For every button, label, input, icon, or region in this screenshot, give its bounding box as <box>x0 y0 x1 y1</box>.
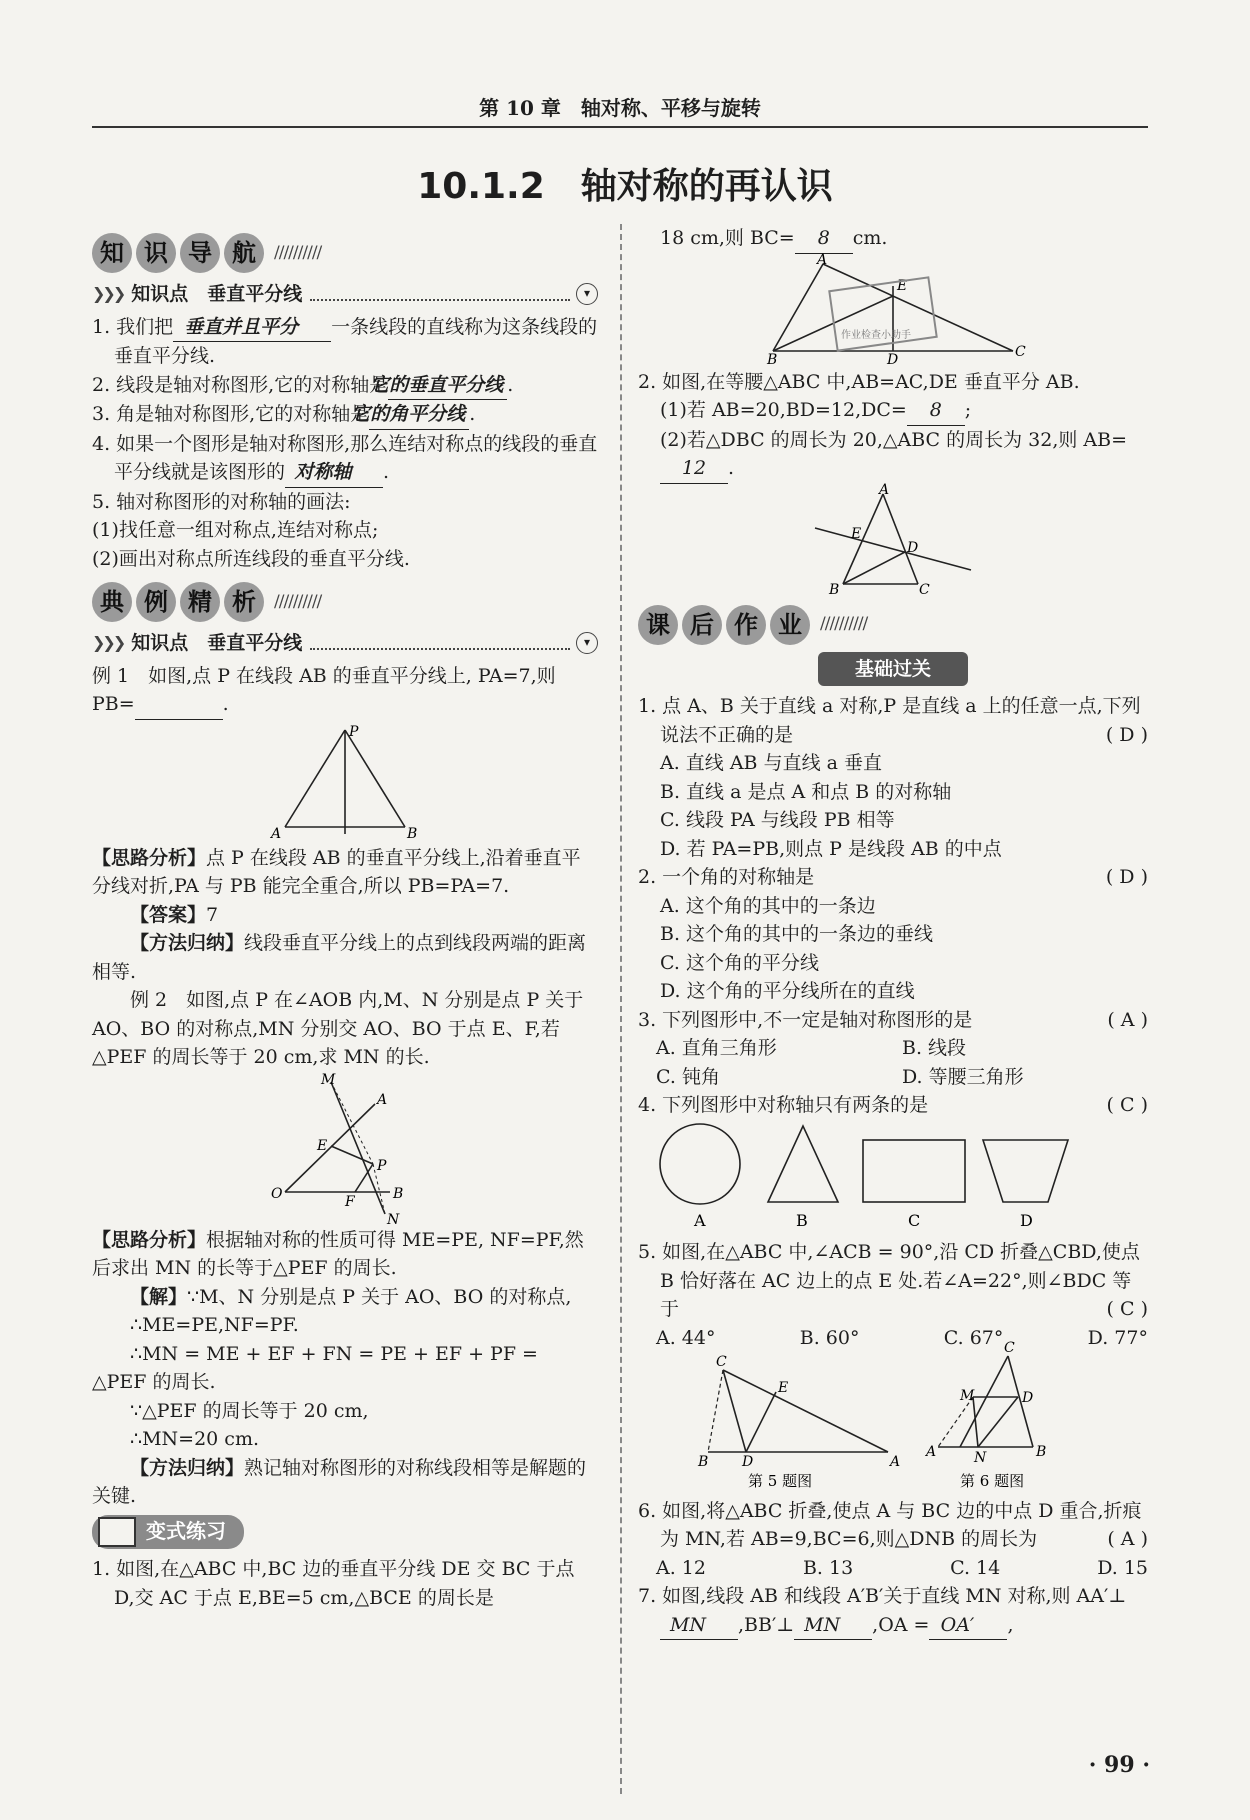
item-2: 2. 线段是轴对称图形,它的对称轴是它的垂直平分线 . <box>92 371 598 401</box>
svg-text:B: B <box>393 1185 404 1202</box>
question-3: 3. 下列图形中,不一定是轴对称图形的是 ( A ) <box>638 1008 1148 1031</box>
section-char: 识 <box>136 233 176 273</box>
figure-q5-q6 <box>638 1340 1148 1490</box>
svg-text:P: P <box>349 723 359 740</box>
ex2-method: 【方法归纳】熟记轴对称图形的对称线段相等是解题的关键. <box>92 1456 587 1507</box>
header-rule <box>92 126 1148 128</box>
dotted-leader <box>310 287 570 301</box>
ex1-method: 【方法归纳】线段垂直平分线上的点到线段两端的距离相等. <box>92 932 587 983</box>
page-title: 10.1.2 轴对称的再认识 <box>417 166 833 207</box>
figure-q4-shapes <box>638 1120 1148 1230</box>
svg-text:C: C <box>1004 1340 1015 1356</box>
svg-text:D: D <box>1022 1390 1034 1406</box>
svg-text:M: M <box>321 1071 336 1088</box>
q1-option-c: C. 线段 PA 与线段 PB 相等 <box>660 809 895 831</box>
decor-slashes: ////////// <box>274 591 322 612</box>
q5-option-a: A. 44° <box>656 1326 716 1349</box>
svg-text:C: C <box>716 1354 727 1370</box>
variant-2b: (2)若△DBC 的周长为 20,△ABC 的周长为 32,则 AB=12 . <box>638 426 1148 484</box>
ex1-analysis: 【思路分析】点 P 在线段 AB 的垂直平分线上,沿着垂直平分线对折,PA 与 PB 能完全重合,所以 PB=PA=7. <box>92 846 581 897</box>
variant-label: 变式练习 <box>146 1519 226 1544</box>
ex2-solution-3: ∴MN = ME + EF + FN = PE + EF + PF = △PEF 的周长. <box>92 1342 538 1393</box>
example-1: 例 1 如图,点 P 在线段 AB 的垂直平分线上, PA=7,则 PB= . <box>92 662 598 720</box>
svg-text:N: N <box>387 1211 400 1228</box>
svg-text:M: M <box>960 1388 975 1404</box>
svg-text:C: C <box>919 581 930 598</box>
ex1-answer: 【答案】7 <box>130 903 219 926</box>
right-column <box>638 224 1148 1640</box>
arrows-icon: ❯❯❯ <box>92 633 124 652</box>
section-char: 典 <box>92 582 132 622</box>
ex2-analysis: 【思路分析】根据轴对称的性质可得 ME=PE, NF=PF,然后求出 MN 的长等于△PEF 的周长. <box>92 1228 584 1279</box>
question-2: 2. 一个角的对称轴是 ( D ) <box>638 866 1148 888</box>
question-4: 4. 下列图形中对称轴只有两条的是 ( C ) <box>638 1094 1148 1116</box>
shape-label: C <box>908 1210 921 1230</box>
section-char: 作 <box>726 605 766 645</box>
svg-text:B: B <box>407 825 418 842</box>
section-kehou-zuoye <box>638 602 1148 648</box>
svg-text:O: O <box>271 1185 283 1202</box>
answer-blank: 8 <box>907 396 965 426</box>
q5-options <box>638 1324 1148 1353</box>
svg-text:B: B <box>698 1454 709 1470</box>
svg-text:C: C <box>1015 343 1026 360</box>
q6-options <box>638 1554 1148 1583</box>
example-2: 例 2 如图,点 P 在∠AOB 内,M、N 分别是点 P 关于 AO、BO 的对称点,MN 分别交 AO、BO 于点 E、F,若△PEF 的周长等于 20 cm,求 MN 的长. <box>92 989 584 1068</box>
section-char: 课 <box>638 605 678 645</box>
item-1: 1. 我们把 垂直并且平分 一条线段的直线称为这条线段的垂直平分线. <box>92 313 598 371</box>
question-6: 6. 如图,将△ABC 折叠,使点 A 与 BC 边的中点 D 重合,折痕为 MN,若 AB=9,BC=6,则△DNB 的周长为 ( A ) <box>638 1499 1148 1550</box>
q3-option-c: C. 钝角 <box>656 1065 720 1088</box>
q6-option-c: C. 14 <box>950 1556 1001 1579</box>
chevron-down-icon: ▾ <box>576 283 598 305</box>
svg-text:A: A <box>377 1091 388 1108</box>
q3-options <box>638 1034 1148 1091</box>
variant-1-cont: 18 cm,则 BC= 8 cm. <box>638 224 1148 254</box>
stamp-watermark <box>829 277 936 350</box>
q5-option-d: D. 77° <box>1087 1326 1148 1349</box>
page-number: · 99 · <box>1088 1752 1150 1778</box>
kp-label: 知识点 垂直平分线 <box>131 283 303 305</box>
variant-practice-banner <box>92 1515 244 1549</box>
svg-text:A: A <box>271 825 282 842</box>
svg-text:E: E <box>851 525 862 542</box>
svg-text:B: B <box>1036 1444 1047 1460</box>
q6-option-a: A. 12 <box>656 1556 706 1579</box>
knowledge-point-heading <box>92 629 598 658</box>
q2-option-c: C. 这个角的平分线 <box>660 951 819 974</box>
q5-option-c: C. 67° <box>943 1326 1004 1349</box>
answer-blank <box>135 690 223 720</box>
svg-text:B: B <box>829 581 840 598</box>
q6-option-b: B. 13 <box>802 1556 854 1579</box>
arrows-icon: ❯❯❯ <box>92 284 124 303</box>
variant-2: 2. 如图,在等腰△ABC 中,AB=AC,DE 垂直平分 AB. <box>638 370 1080 393</box>
answer-blank: 它的角平分线 <box>369 400 469 430</box>
figure-variant-1 <box>763 251 1026 368</box>
answer-blank: 它的垂直平分线 <box>388 371 507 401</box>
variant-2a: (1)若 AB=20,BD=12,DC= 8 ; <box>638 396 1148 426</box>
svg-text:A: A <box>890 1454 901 1470</box>
ex2-solution-2: ∴ME=PE,NF=PF. <box>130 1314 299 1336</box>
answer-blank: 12 <box>660 454 728 484</box>
figure-q6 <box>924 1340 1046 1490</box>
svg-text:D: D <box>742 1454 754 1470</box>
section-char: 导 <box>180 233 220 273</box>
svg-text:A: A <box>879 481 890 498</box>
answer-blank: OA′ <box>929 1611 1007 1641</box>
answer-blank: MN <box>794 1611 872 1641</box>
svg-text:N: N <box>974 1450 987 1466</box>
answer-blank: 垂直并且平分 <box>173 313 331 343</box>
svg-text:E: E <box>897 277 908 294</box>
decor-slashes: ////////// <box>820 614 868 635</box>
chapter-header: 第 10 章 轴对称、平移与旋转 <box>479 96 761 120</box>
svg-text:A: A <box>817 251 828 268</box>
item-5a: (1)找任意一组对称点,连结对称点; <box>92 519 379 541</box>
svg-text:F: F <box>345 1193 355 1210</box>
svg-text:A: A <box>926 1444 937 1460</box>
answer-blank: MN <box>660 1611 738 1641</box>
figure-example-2 <box>265 1071 425 1228</box>
figure-caption: 第 5 题图 <box>748 1472 813 1490</box>
kp-label: 知识点 垂直平分线 <box>131 632 303 654</box>
section-dianli-jingxi <box>92 579 598 625</box>
svg-text:P: P <box>377 1157 387 1174</box>
q1-option-a: A. 直线 AB 与直线 a 垂直 <box>660 752 882 774</box>
ex2-solution-4: ∵△PEF 的周长等于 20 cm, <box>130 1399 369 1422</box>
ex2-solution-1: 【解】∵M、N 分别是点 P 关于 AO、BO 的对称点, <box>130 1285 572 1308</box>
q5-option-b: B. 60° <box>799 1326 860 1349</box>
shape-label: A <box>694 1210 706 1230</box>
svg-text:E: E <box>778 1380 789 1396</box>
book-pencil-icon <box>98 1517 136 1547</box>
q2-option-d: D. 这个角的平分线所在的直线 <box>660 980 915 1002</box>
q3-option-d: D. 等腰三角形 <box>902 1065 1024 1088</box>
figure-caption: 第 6 题图 <box>960 1472 1025 1490</box>
q2-option-a: A. 这个角的其中的一条边 <box>660 894 876 917</box>
circle-shape <box>660 1124 740 1204</box>
question-5: 5. 如图,在△ABC 中,∠ACB = 90°,沿 CD 折叠△CBD,使点 B 恰好落在 AC 边上的点 E 处.若∠A=22°,则∠BDC 等于 ( C ) <box>638 1241 1148 1320</box>
section-char: 业 <box>770 605 810 645</box>
q1-option-b: B. 直线 a 是点 A 和点 B 的对称轴 <box>660 780 952 803</box>
figure-variant-2 <box>813 481 973 598</box>
svg-text:E: E <box>317 1137 328 1154</box>
question-7: 7. 如图,线段 AB 和线段 A′B′关于直线 MN 对称,则 AA′⊥MN ,BB′⊥ MN ,OA = OA′ , <box>638 1582 1148 1640</box>
q2-option-b: B. 这个角的其中的一条边的垂线 <box>660 923 934 945</box>
svg-text:D: D <box>907 539 919 556</box>
section-char: 例 <box>136 582 176 622</box>
section-char: 精 <box>180 582 220 622</box>
variant-1: 1. 如图,在△ABC 中,BC 边的垂直平分线 DE 交 BC 于点 D,交 AC 于点 E,BE=5 cm,△BCE 的周长是 <box>92 1558 575 1609</box>
rectangle-shape <box>863 1140 965 1202</box>
section-char: 航 <box>224 233 264 273</box>
question-1: 1. 点 A、B 关于直线 a 对称,P 是直线 a 上的任意一点,下列说法不正确的是 ( D ) <box>638 695 1148 746</box>
figure-example-1 <box>265 722 425 842</box>
knowledge-point-heading <box>92 280 598 309</box>
figure-q5 <box>697 1354 900 1490</box>
section-char: 析 <box>224 582 264 622</box>
section-char: 后 <box>682 605 722 645</box>
decor-slashes: ////////// <box>274 242 322 263</box>
q6-option-d: D. 15 <box>1097 1556 1148 1579</box>
left-column <box>92 224 598 1612</box>
q1-option-d: D. 若 PA=PB,则点 P 是线段 AB 的中点 <box>660 837 1002 860</box>
item-5: 5. 轴对称图形的对称轴的画法: <box>92 490 351 513</box>
column-divider <box>620 224 622 1794</box>
shape-label: D <box>1020 1210 1033 1230</box>
stamp-text: 作业检查小助手 <box>841 329 911 341</box>
q3-option-b: B. 线段 <box>902 1037 967 1059</box>
section-char: 知 <box>92 233 132 273</box>
q3-option-a: A. 直角三角形 <box>656 1037 777 1059</box>
item-5b: (2)画出对称点所连线段的垂直平分线. <box>92 547 410 570</box>
basic-level-banner: 基础过关 <box>818 652 968 687</box>
svg-text:D: D <box>887 351 899 368</box>
shape-label: B <box>796 1210 808 1230</box>
trapezoid-shape <box>983 1140 1068 1202</box>
item-4: 4. 如果一个图形是轴对称图形,那么连结对称点的线段的垂直平分线就是该图形的 对称轴 . <box>92 430 598 488</box>
answer-blank: 8 <box>795 224 853 254</box>
item-3: 3. 角是轴对称图形,它的对称轴是它的角平分线 . <box>92 400 598 430</box>
svg-text:B: B <box>767 351 778 368</box>
answer-blank: 对称轴 <box>285 458 383 488</box>
dotted-leader <box>310 636 570 650</box>
section-zhishi-daohang <box>92 230 598 276</box>
chevron-down-icon: ▾ <box>576 632 598 654</box>
ex2-solution-5: ∴MN=20 cm. <box>130 1428 260 1450</box>
triangle-shape <box>768 1126 838 1202</box>
